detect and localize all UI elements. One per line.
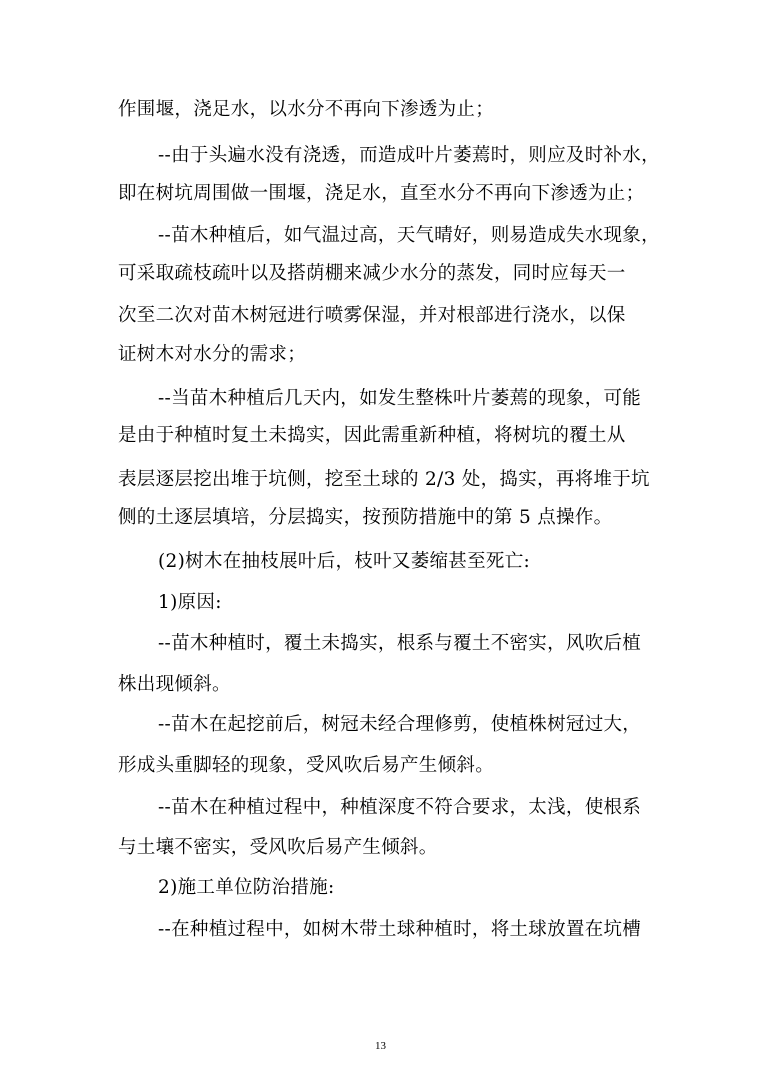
text-line: --在种植过程中，如树木带土球种植时，将土球放置在坑槽 — [158, 919, 642, 940]
text-line: 是由于种植时复土未捣实，因此需重新种植，将树坑的覆土从 — [118, 425, 626, 446]
text-line: 株出现倾斜。 — [118, 674, 231, 695]
text-line: --苗木种植后，如气温过高，天气晴好，则易造成失水现象， — [158, 225, 660, 246]
text-line: 证树木对水分的需求； — [118, 344, 307, 365]
text-line: --当苗木种植后几天内，如发生整株叶片萎蔫的现象，可能 — [158, 388, 642, 409]
text-line: (2)树木在抽枝展叶后，枝叶又萎缩甚至死亡: — [158, 551, 531, 572]
text-line: 即在树坑周围做一围堰，浇足水，直至水分不再向下渗透为止； — [118, 183, 645, 204]
text-line: 作围堰，浇足水，以水分不再向下渗透为止； — [118, 99, 495, 120]
text-line: 2)施工单位防治措施: — [158, 877, 335, 898]
text-line: 形成头重脚轻的现象，受风吹后易产生倾斜。 — [118, 755, 495, 776]
text-line: --苗木在种植过程中，种植深度不符合要求，太浅，使根系 — [158, 797, 642, 818]
text-line: --由于头遍水没有浇透，而造成叶片萎蔫时，则应及时补水， — [158, 145, 660, 166]
text-line: 次至二次对苗木树冠进行喷雾保湿，并对根部进行浇水，以保 — [118, 305, 626, 326]
text-line: 表层逐层挖出堆于坑侧，挖至土球的 2/3 处，捣实，再将堆于坑 — [118, 469, 650, 490]
text-line: --苗木在起挖前后，树冠未经合理修剪，使植株树冠过大， — [158, 714, 642, 735]
text-line: --苗木种植时，覆土未捣实，根系与覆土不密实，风吹后植 — [158, 633, 642, 654]
page-number: 13 — [375, 1040, 386, 1052]
text-line: 与土壤不密实，受风吹后易产生倾斜。 — [118, 837, 438, 858]
text-line: 可采取疏枝疏叶以及搭荫棚来减少水分的蒸发，同时应每天一 — [118, 263, 626, 284]
text-line: 侧的土逐层填培，分层捣实，按预防措施中的第 5 点操作。 — [118, 507, 613, 528]
text-line: 1)原因: — [158, 592, 222, 613]
